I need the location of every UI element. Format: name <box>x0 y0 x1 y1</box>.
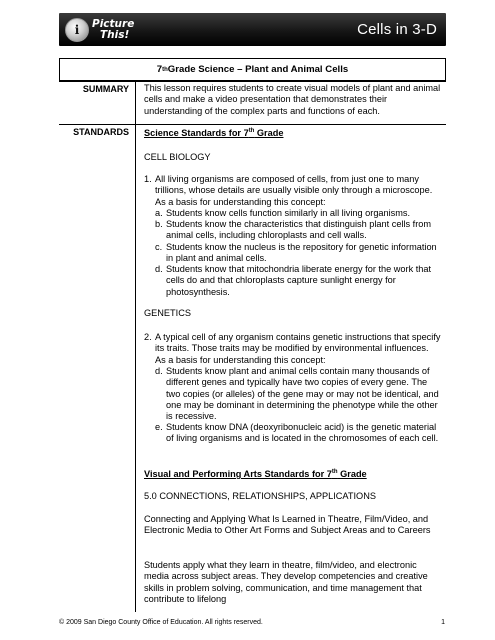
grade-prefix: 7 <box>156 64 163 75</box>
item2-d-text: Students know plant and animal cells contain many thousands of different genes and typically have two copies of every gene. The two copies (or alleles) of the gene may or may not be identical, and one may be dominant in determining the phenotype while the other is recessive. <box>166 366 439 422</box>
item1-a-number: a. <box>155 208 163 218</box>
item1-text: All living organisms are composed of cells, from just one to many trillions, whose details are usually visible only through a microscope. As a basis for understanding this concept: <box>155 174 433 207</box>
item2-number: 2. <box>144 332 152 342</box>
item1-c-number: c. <box>155 242 163 252</box>
lesson-table <box>59 58 446 612</box>
item1-a-text: Students know cells function similarly in all living organisms. <box>166 208 411 218</box>
copyright-text: © 2009 San Diego County Office of Education. All rights reserved. <box>59 619 263 626</box>
page-number: 1 <box>441 619 445 626</box>
page-title: Cells in 3-D <box>357 21 437 38</box>
summary-text: This lesson requires students to create visual models of plant and animal cells and make a video presentation that demonstrates their understanding of the complex parts and functions of each. <box>144 83 441 116</box>
arts-standards-heading: Visual and Performing Arts Standards for 7th Grade <box>144 469 367 480</box>
item1-b-number: b. <box>155 219 163 229</box>
standards-label: STANDARDS <box>73 127 129 137</box>
item2-text: A typical cell of any organism contains genetic instructions that specify its traits. Those traits may be modified by environmental influences. As a basis for understanding this concept: <box>155 332 441 365</box>
item1-number: 1. <box>144 174 152 184</box>
item2-e-text: Students know DNA (deoxyribonucleic acid) is the genetic material of living organisms and is located in the chromosomes of each cell. <box>166 422 439 444</box>
header-banner <box>59 13 446 46</box>
logo <box>65 18 134 42</box>
item1-c-text: Students know the nucleus is the repository for genetic information in plant and animal cells. <box>166 242 437 264</box>
item1-d-number: d. <box>155 264 163 274</box>
picture-this-logo-icon: i <box>65 18 89 42</box>
item1-b-text: Students know the characteristics that distinguish plant cells from animal cells, including chloroplasts and cell walls. <box>166 219 432 241</box>
arts-paragraph-1: Connecting and Applying What Is Learned in Theatre, Film/Video, and Electronic Media to Other Art Forms and Subject Areas and to Careers <box>144 514 431 536</box>
row-divider <box>59 124 446 125</box>
science-standards-heading: Science Standards for 7th Grade <box>144 128 284 139</box>
column-divider <box>135 81 136 612</box>
summary-label: SUMMARY <box>82 84 129 94</box>
item2-e-number: e. <box>155 422 163 432</box>
arts-section-heading: 5.0 CONNECTIONS, RELATIONSHIPS, APPLICATIONS <box>144 491 376 501</box>
grade-sup: th <box>162 66 168 73</box>
row-divider <box>59 81 446 82</box>
lesson-title <box>59 58 446 81</box>
item1-d-text: Students know that mitochondria liberate energy for the work that cells do and that chloroplasts capture sunlight energy for photosynthesis. <box>166 264 432 297</box>
page-footer <box>59 619 445 626</box>
logo-line1: Picture <box>92 17 135 30</box>
logo-line2: This! <box>100 28 130 41</box>
cell-biology-heading: CELL BIOLOGY <box>144 152 211 162</box>
genetics-heading: GENETICS <box>144 308 191 318</box>
grade-rest: Grade Science – Plant and Animal Cells <box>167 64 349 75</box>
arts-paragraph-2: Students apply what they learn in theatre, film/video, and electronic media across subject areas. They develop competencies and creative skills in problem solving, communication, and time management that contribute to lifelong <box>144 560 428 604</box>
item2-d-number: d. <box>155 366 163 376</box>
logo-text <box>92 19 134 41</box>
